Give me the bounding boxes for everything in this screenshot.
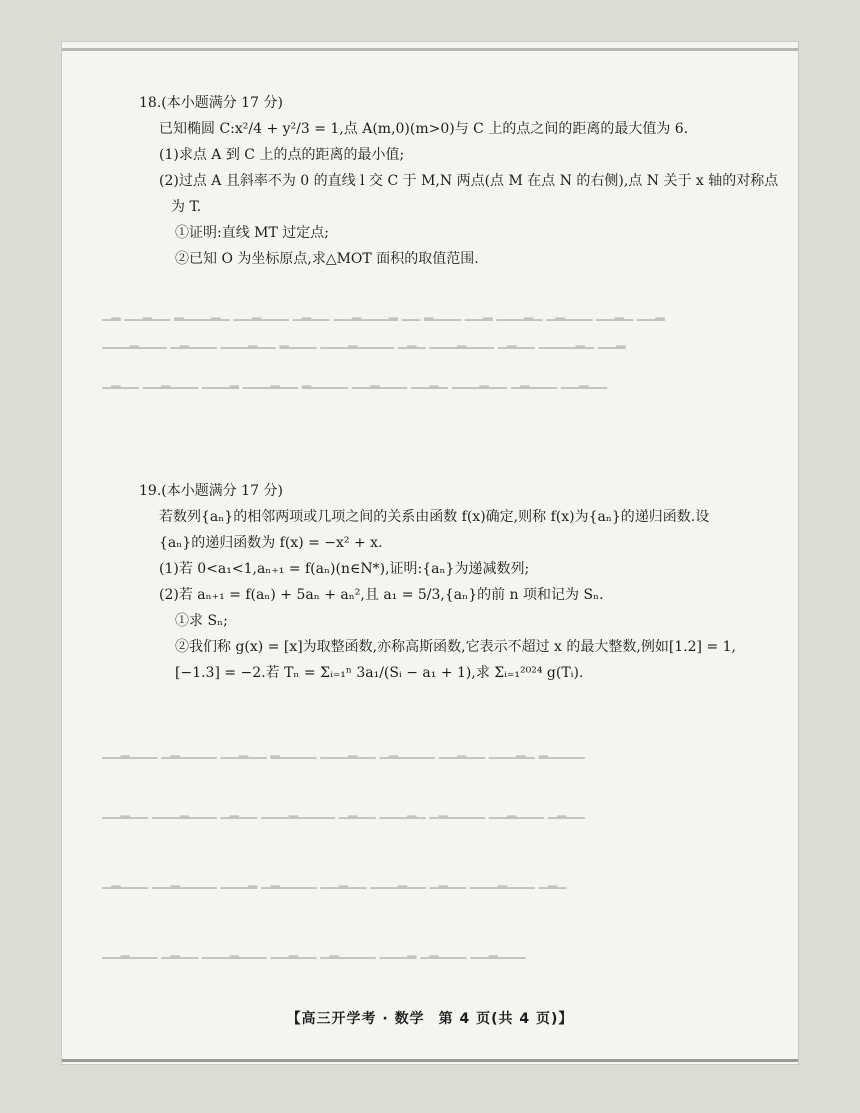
problem-statement: 若数列{aₙ}的相邻两项或几项之间的关系由函数 f(x)确定,则称 f(x)为{aₙ}的递归函数.设 [159, 509, 710, 525]
part-2: (2)过点 A 且斜率不为 0 的直线 l 交 C 于 M,N 两点(点 M 在点 N 的右侧),点 N 关于 x 轴的对称点 [159, 173, 779, 189]
bleed-through: ▁▁▂▁▁▁ ▁▂▁▁▁▁ ▁▁▂▁▁ ▂▁▁▁▁ ▁▁▁▂▁▁ ▁▂▁▁▁▁ ▁▁▂▁▁ ▁▁▁▂▁ ▂▁▁▁▁ [102, 745, 585, 759]
bleed-through: ▁▂▁▁▁ ▁▁▂▁▁▁▁ ▁▁▁▂ ▁▂▁▁▁▁ ▁▁▂▁▁ ▁▁▁▂▁▁ ▁▂▁▁ ▁▁▁▂▁▁▁ ▁▂▁ [102, 875, 567, 889]
problem-statement: 已知椭圆 C:x²/4 + y²/3 = 1,点 A(m,0)(m>0)与 C 上的点之间的距离的最大值为 6. [159, 121, 689, 137]
part-2-item-1: ①求 Sₙ; [175, 613, 228, 629]
bleed-through: ▁▂▁▁ ▁▁▂▁▁▁ ▁▁▁▂ ▁▁▁▂▁▁ ▂▁▁▁▁ ▁▁▂▁▁▁ ▁▁▂▁ ▁▁▁▂▁▁ ▁▂▁▁▁ ▁▁▂▁▁ [102, 375, 607, 389]
footer-title: 【高三开学考 · 数学 [286, 1011, 425, 1027]
part-2-item-1: ①证明:直线 MT 过定点; [175, 225, 330, 241]
part-2-item-2: ②我们称 g(x) = [x]为取整函数,亦称高斯函数,它表示不超过 x 的最大整数,例如[1.2] = 1, [175, 639, 737, 655]
part-2-continued: 为 T. [171, 199, 202, 215]
part-1: (1)求点 A 到 C 上的点的距离的最小值; [159, 147, 405, 163]
problem-heading: 18.(本小题满分 17 分) [139, 95, 283, 111]
footer-page-info: 第 4 页(共 4 页)】 [438, 1011, 574, 1027]
bleed-through: ▁▁▂▁▁ ▁▁▁▂▁▁▁ ▁▂▁▁ ▁▁▁▂▁▁▁▁ ▁▂▁▁ ▁▁▁▂▁ ▁▂▁▁▁▁ ▁▁▂▁▁▁ ▁▂▁▁ [102, 805, 585, 819]
page-top-edge [62, 48, 798, 51]
part-1: (1)若 0<a₁<1,aₙ₊₁ = f(aₙ)(n∈N*),证明:{aₙ}为递减数列; [159, 561, 530, 577]
page-footer [62, 1008, 798, 1028]
bleed-through: ▁▁▂▁▁▁ ▁▂▁▁ ▁▁▁▂▁▁▁ ▁▁▂▁▁ ▁▂▁▁▁▁ ▁▁▁▂ ▁▂▁▁▁ ▁▁▂▁▁▁ [102, 945, 526, 959]
bleed-through: ▁▁▁▂▁▁▁ ▁▂▁▁▁ ▁▁▁▂▁▁ ▂▁▁▁ ▁▁▁▂▁▁▁▁ ▁▂▁ ▁▁▁▂▁▁▁ ▁▂▁▁ ▁▁▁▁▂▁ ▁▁▂ [102, 335, 626, 349]
problem-19 [139, 478, 794, 686]
exam-page [62, 42, 798, 1064]
part-2-item-2-continued: [−1.3] = −2.若 Tₙ = Σᵢ₌₁ⁿ 3a₁/(Sᵢ − a₁ + 1),求 Σᵢ₌₁²⁰²⁴ g(Tᵢ). [175, 665, 584, 681]
problem-18 [139, 90, 794, 272]
page-bottom-edge [62, 1059, 798, 1062]
bleed-through: ▁▂ ▁▁▂▁▁ ▂▁▁▁▂▁ ▁▁▂▁▁▁ ▁▂▁▁ ▁▁▂▁▁▁▂ ▁▁ ▂▁▁▁ ▁▁▂ ▁▁▁▂▁ ▁▂▁▁▁ ▁▁▂▁ ▁▁▂ [102, 307, 665, 321]
part-2: (2)若 aₙ₊₁ = f(aₙ) + 5aₙ + aₙ²,且 a₁ = 5/3,{aₙ}的前 n 项和记为 Sₙ. [159, 587, 604, 603]
part-2-item-2: ②已知 O 为坐标原点,求△MOT 面积的取值范围. [175, 251, 479, 267]
problem-heading: 19.(本小题满分 17 分) [139, 483, 283, 499]
problem-statement-continued: {aₙ}的递归函数为 f(x) = −x² + x. [159, 535, 383, 551]
